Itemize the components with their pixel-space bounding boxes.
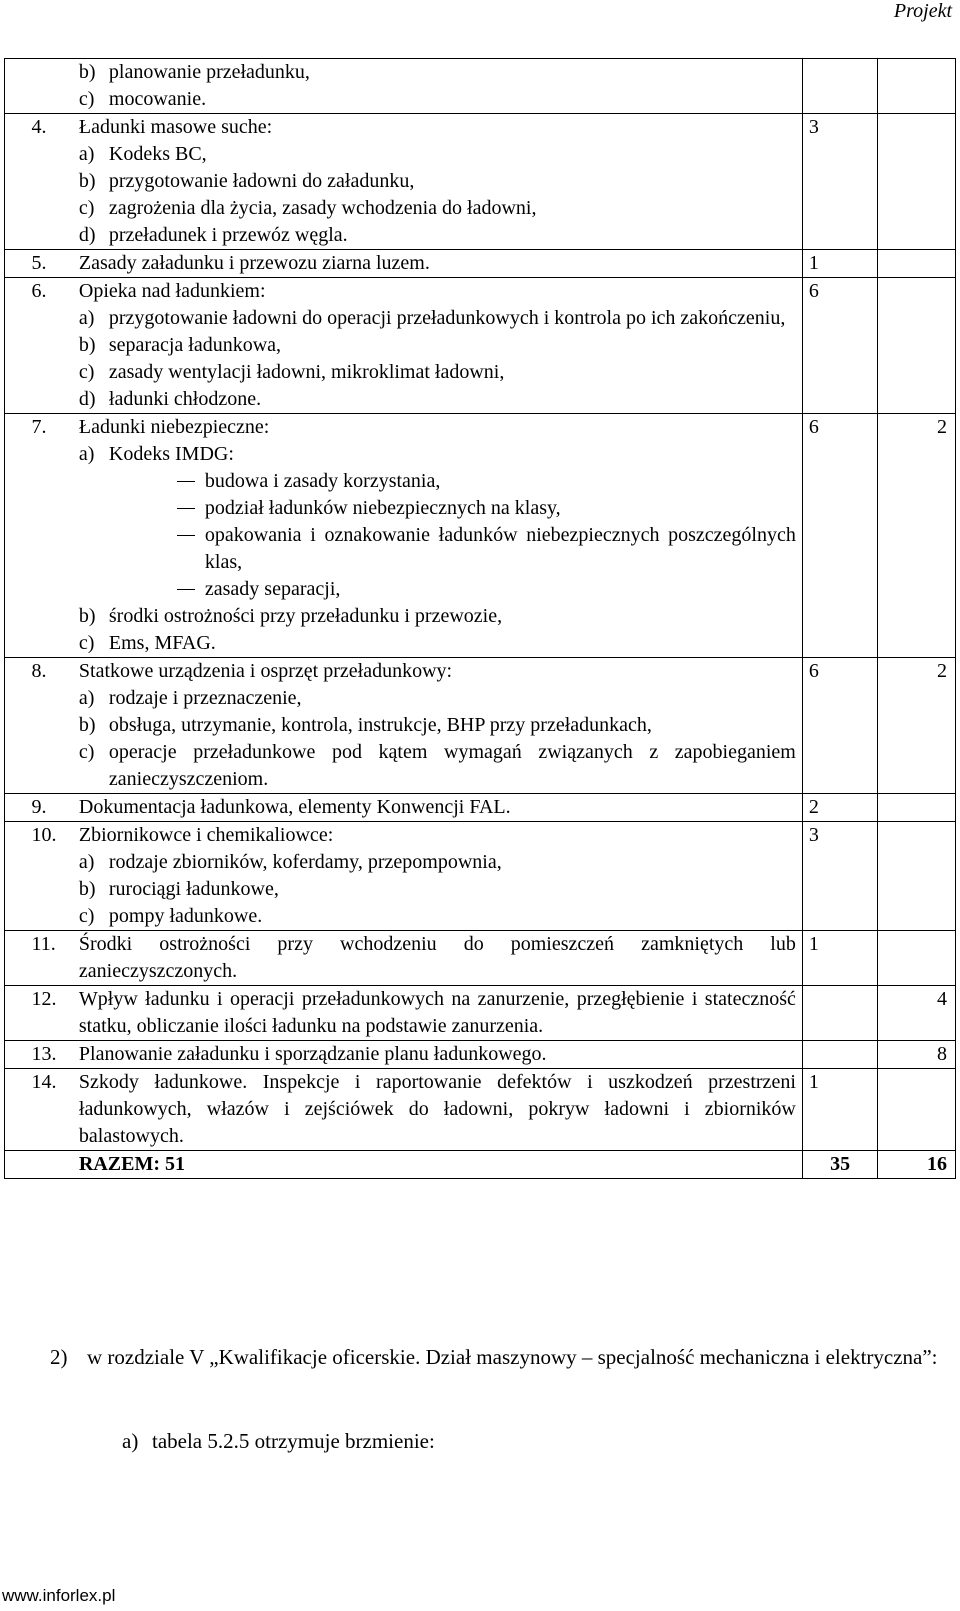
table-row [5, 414, 956, 658]
row-gap [5, 114, 32, 250]
dash-item-text: opakowania i oznakowanie ładunków niebezpiecznych poszczególnych klas, [204, 524, 796, 573]
row-content [79, 278, 802, 414]
table-row [5, 250, 956, 278]
hours-col-b [878, 59, 956, 114]
hours-col-a: 3 [802, 114, 877, 250]
total-row [5, 1151, 956, 1179]
sub-item-label: a) [78, 443, 95, 465]
row-content [79, 414, 802, 658]
row-number [31, 1151, 78, 1179]
hours-col-a: 6 [802, 414, 877, 658]
row-number: 14. [31, 1069, 78, 1151]
sub-item-label: c) [78, 361, 95, 383]
sub-item-text: Ems, MFAG. [108, 632, 216, 654]
row-number: 5. [31, 250, 78, 278]
row-title: Wpływ ładunku i operacji przeładunkowych na zanurzenie, przegłębienie i stateczność statku, obliczanie ilości ładunku na podstawie zanurzenia. [78, 988, 796, 1037]
sub-item [79, 305, 796, 332]
row-title: Planowanie załadunku i sporządzanie planu ładunkowego. [78, 1043, 547, 1065]
hours-col-a: 2 [802, 794, 877, 822]
row-content [79, 794, 802, 822]
sub-item-label: b) [78, 170, 96, 192]
hours-col-a [802, 1041, 877, 1069]
table-row [5, 1069, 956, 1151]
hours-col-a: 1 [802, 250, 877, 278]
hours-col-a: 1 [802, 1069, 877, 1151]
sub-item-text: przygotowanie ładowni do załadunku, [108, 170, 415, 192]
sub-item [79, 630, 796, 657]
sub-item-text: zagrożenia dla życia, zasady wchodzenia do ładowni, [108, 197, 537, 219]
sub-item-label: b) [78, 61, 96, 83]
sub-item-text: środki ostrożności przy przeładunku i przewozie, [108, 605, 503, 627]
sub-item-text: Kodeks IMDG: [108, 443, 234, 465]
row-gap [5, 59, 32, 114]
row-number: 12. [31, 986, 78, 1041]
sub-item-label: b) [78, 714, 96, 736]
sub-item-text: ładunki chłodzone. [108, 388, 262, 410]
row-number: 6. [31, 278, 78, 414]
sub-item [79, 359, 796, 386]
sub-item-label: c) [78, 632, 95, 654]
sub-item-text: przygotowanie ładowni do operacji przeładunkowych i kontrola po ich zakończeniu, [108, 307, 786, 329]
row-title: Ładunki masowe suche: [78, 116, 273, 138]
total-label: RAZEM: 51 [79, 1151, 802, 1179]
sub-item-label: d) [78, 388, 96, 410]
row-gap [5, 1041, 32, 1069]
paragraph-a [122, 1422, 822, 1460]
row-gap [5, 278, 32, 414]
hours-col-a: 1 [802, 931, 877, 986]
dash-item-text: budowa i zasady korzystania, [204, 470, 441, 492]
row-gap [5, 1151, 32, 1179]
hours-col-b [878, 931, 956, 986]
row-title: Środki ostrożności przy wchodzeniu do pomieszczeń zamkniętych lub zanieczyszczonych. [78, 933, 796, 982]
dash-icon [149, 576, 205, 603]
hours-col-b: 2 [878, 658, 956, 794]
hours-col-b [878, 794, 956, 822]
sub-item [79, 603, 796, 630]
row-content [79, 986, 802, 1041]
sub-item-text: operacje przeładunkowe pod kątem wymagań związanych z zapobieganiem zanieczyszczeniom. [108, 741, 796, 790]
paragraph-a-label: a) [122, 1429, 139, 1453]
dash-item [79, 576, 796, 603]
sub-item [79, 876, 796, 903]
sub-item-text: przeładunek i przewóz węgla. [108, 224, 348, 246]
row-number: 7. [31, 414, 78, 658]
row-content [79, 250, 802, 278]
dash-item [79, 522, 796, 576]
sub-item [79, 903, 796, 930]
sub-item-label: a) [78, 307, 95, 329]
row-content [79, 1041, 802, 1069]
sub-item-label: a) [78, 143, 95, 165]
row-title: Opieka nad ładunkiem: [78, 280, 266, 302]
sub-item-text: obsługa, utrzymanie, kontrola, instrukcje, BHP przy przeładunkach, [108, 714, 652, 736]
sub-item [79, 849, 796, 876]
row-gap [5, 250, 32, 278]
row-gap [5, 931, 32, 986]
paragraph-2 [50, 1338, 940, 1376]
sub-item-label: b) [78, 878, 96, 900]
table-row [5, 278, 956, 414]
hours-col-a [802, 986, 877, 1041]
sub-item-text: zasady wentylacji ładowni, mikroklimat ładowni, [108, 361, 505, 383]
sub-item [79, 86, 796, 113]
row-number: 10. [31, 822, 78, 931]
sub-item-label: c) [78, 197, 95, 219]
row-title: Ładunki niebezpieczne: [78, 416, 270, 438]
paragraph-2-number: 2) [50, 1345, 68, 1369]
paragraph-a-text: tabela 5.2.5 otrzymuje brzmienie: [152, 1429, 435, 1453]
table-row [5, 986, 956, 1041]
sub-item [79, 386, 796, 413]
sub-item [79, 332, 796, 359]
sub-item-text: separacja ładunkowa, [108, 334, 282, 356]
row-number: 9. [31, 794, 78, 822]
sub-item [79, 168, 796, 195]
sub-item-label: a) [78, 851, 95, 873]
hours-col-b [878, 278, 956, 414]
sub-item-text: pompy ładunkowe. [108, 905, 263, 927]
hours-col-b: 8 [878, 1041, 956, 1069]
total-col-a: 35 [802, 1151, 877, 1179]
hours-col-a [802, 59, 877, 114]
row-title: Dokumentacja ładunkowa, elementy Konwencji FAL. [78, 796, 511, 818]
hours-col-b: 4 [878, 986, 956, 1041]
sub-item [79, 685, 796, 712]
row-content [79, 59, 802, 114]
dash-icon [149, 495, 205, 522]
row-title: Zbiornikowce i chemikaliowce: [78, 824, 334, 846]
dash-icon [149, 468, 205, 495]
table-row [5, 822, 956, 931]
sub-item [79, 441, 796, 468]
sub-item-label: c) [78, 741, 95, 763]
row-gap [5, 414, 32, 658]
sub-item [79, 141, 796, 168]
total-col-b: 16 [878, 1151, 956, 1179]
row-number: 11. [31, 931, 78, 986]
dash-icon [149, 522, 205, 576]
sub-item-text: mocowanie. [108, 88, 207, 110]
row-content [79, 931, 802, 986]
hours-col-a: 3 [802, 822, 877, 931]
row-content [79, 658, 802, 794]
sub-item-text: planowanie przeładunku, [108, 61, 310, 83]
row-content [79, 822, 802, 931]
dash-item [79, 495, 796, 522]
row-title: Statkowe urządzenia i osprzęt przeładunkowy: [78, 660, 453, 682]
training-plan-table [4, 58, 956, 1179]
hours-col-a: 6 [802, 658, 877, 794]
sub-item-text: Kodeks BC, [108, 143, 207, 165]
sub-item-text: rodzaje zbiorników, koferdamy, przepompownia, [108, 851, 502, 873]
row-gap [5, 822, 32, 931]
sub-item [79, 195, 796, 222]
row-gap [5, 1069, 32, 1151]
table-row [5, 931, 956, 986]
row-content [79, 1069, 802, 1151]
row-title: Zasady załadunku i przewozu ziarna luzem. [78, 252, 430, 274]
sub-item-text: rurociągi ładunkowe, [108, 878, 279, 900]
hours-col-a: 6 [802, 278, 877, 414]
footer-site: www.inforlex.pl [2, 1586, 116, 1605]
paragraph-2-text: w rozdziale V „Kwalifikacje oficerskie. Dział maszynowy – specjalność mechaniczna i elektryczna”: [87, 1345, 938, 1369]
project-label: Projekt [893, 0, 952, 22]
row-title: Szkody ładunkowe. Inspekcje i raportowanie defektów i uszkodzeń przestrzeni ładunkowych, włazów i zejściówek do ładowni, pokryw ładowni i zbiorników balastowych. [78, 1071, 796, 1147]
sub-item-label: c) [78, 88, 95, 110]
table-row [5, 114, 956, 250]
row-number: 13. [31, 1041, 78, 1069]
row-gap [5, 658, 32, 794]
sub-item-label: b) [78, 334, 96, 356]
sub-item [79, 739, 796, 793]
dash-item-text: podział ładunków niebezpiecznych na klasy, [204, 497, 561, 519]
sub-item-text: rodzaje i przeznaczenie, [108, 687, 302, 709]
hours-col-b: 2 [878, 414, 956, 658]
sub-item [79, 712, 796, 739]
table-row [5, 794, 956, 822]
sub-item-label: d) [78, 224, 96, 246]
sub-item-label: a) [78, 687, 95, 709]
hours-col-b [878, 250, 956, 278]
hours-col-b [878, 822, 956, 931]
table-row [5, 1041, 956, 1069]
sub-item-label: b) [78, 605, 96, 627]
sub-item [79, 59, 796, 86]
sub-item-label: c) [78, 905, 95, 927]
table-row [5, 658, 956, 794]
row-gap [5, 986, 32, 1041]
row-number: 8. [31, 658, 78, 794]
dash-item-text: zasady separacji, [204, 578, 341, 600]
dash-item [79, 468, 796, 495]
row-number: 4. [31, 114, 78, 250]
hours-col-b [878, 1069, 956, 1151]
row-gap [5, 794, 32, 822]
table-row [5, 59, 956, 114]
row-content [79, 114, 802, 250]
hours-col-b [878, 114, 956, 250]
row-number [31, 59, 78, 114]
sub-item [79, 222, 796, 249]
